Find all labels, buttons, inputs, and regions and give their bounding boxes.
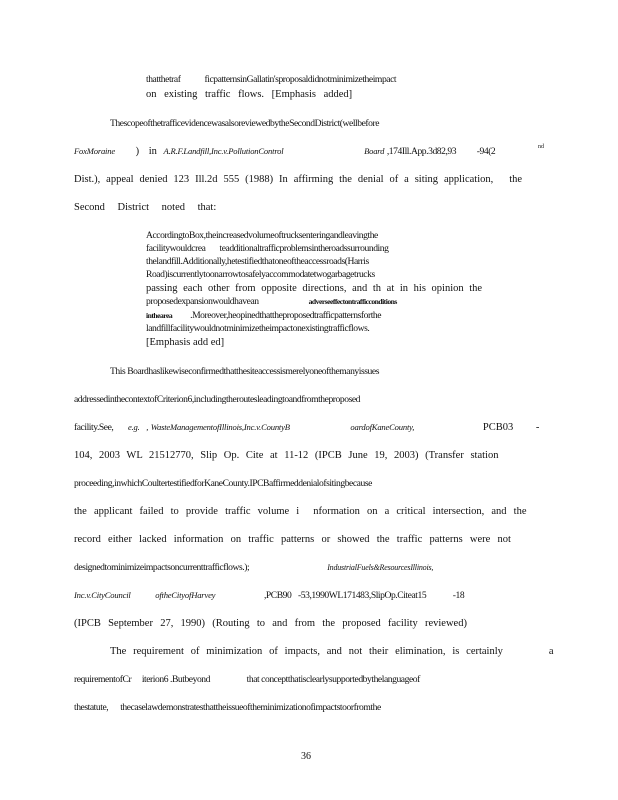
body-line: (IPCB September 27, 1990) (Routing to and from the proposed facility reviewed)	[74, 618, 467, 629]
body-line: thestatute, thecaselawdemonstratesthattheissueoftheminimizationofimpactstoorfromthe	[74, 702, 381, 713]
body-line: record either lacked information on traffic patterns or showed the traffic patterns were not	[74, 534, 511, 545]
quote-line: thelandfill.Additionally,hetestifiedthatoneoftheaccessroads(Harris	[146, 256, 369, 267]
quote-line: proposedexpansionwouldhavean adverseeffectontrafficconditions	[146, 296, 397, 307]
quote-line: landfillfacilitywouldnotminimizetheimpactonexistingtrafficflows.	[146, 323, 370, 334]
body-line: The requirement of minimization of impacts, and not their elimination, is certainly a	[110, 646, 554, 657]
body-line: the applicant failed to provide traffic volume i nformation on a critical intersection, and the	[74, 506, 527, 517]
body-line: requirementofCr iterion6 .Butbeyond that conceptthatisclearlysupportedbythelanguageof	[74, 674, 420, 685]
body-line: ThescopeofthetrafficevidencewasalsoreviewedbytheSecondDistrict(wellbefore	[110, 118, 380, 129]
page-number: 36	[301, 751, 311, 762]
body-line: facility.See, e.g. , WasteManagementofIllinois,Inc.v.CountyB oardofKaneCounty, PCB03 -	[74, 422, 540, 433]
quote-line: passing each other from opposite directions, and th at in his opinion the	[146, 283, 483, 294]
body-line: Dist.), appeal denied 123 Ill.2d 555 (1988) In affirming the denial of a siting application, the	[74, 174, 523, 185]
body-line: This Boardhaslikewiseconfirmedthatthesiteaccessismerelyoneofthemanyissues	[110, 366, 379, 377]
body-line: 104, 2003 WL 21512770, Slip Op. Cite at 11-12 (IPCB June 19, 2003) (Transfer station	[74, 450, 499, 461]
quote-line: [Emphasis add ed]	[146, 337, 225, 348]
body-line: FoxMoraine ) in A.R.F.Landfill,Inc.v.PollutionControl Board ,174Ill.App.3d82,93 -94(2 nd	[74, 144, 544, 157]
body-line: designedtominimizeimpactsoncurrenttrafficflows.); IndustrialFuels&ResourcesIllinois,	[74, 562, 434, 573]
quote-line: thatthetraf ficpatternsinGallatin'sproposaldidnotminimizetheimpact	[146, 74, 397, 85]
quote-line: Road)iscurrentlytoonarrowtosafelyaccommodatetwogarbagetrucks	[146, 269, 375, 280]
quote-line: on existing traffic flows. [Emphasis added]	[146, 89, 353, 100]
body-line: addressedinthecontextofCriterion6,includingtheroutesleadingtoandfromtheproposed	[74, 394, 361, 405]
body-line: Inc.v.CityCouncil oftheCityofHarvey ,PCB90 -53,1990WL171483,SlipOp.Citeat15 -18	[74, 590, 465, 601]
quote-line: AccordingtoBox,theincreasedvolumeoftrucksenteringandleavingthe	[146, 230, 378, 241]
body-line: Second District noted that:	[74, 202, 217, 213]
quote-line: facilitywouldcrea teadditionaltrafficproblemsintheroadssurrounding	[146, 243, 389, 254]
quote-line: inthearea .Moreover,heopinedthattheproposedtrafficpatternsforthe	[146, 310, 382, 321]
body-line: proceeding,inwhichCoultertestifiedforKaneCounty.IPCBaffirmeddenialofsitingbecause	[74, 478, 372, 489]
